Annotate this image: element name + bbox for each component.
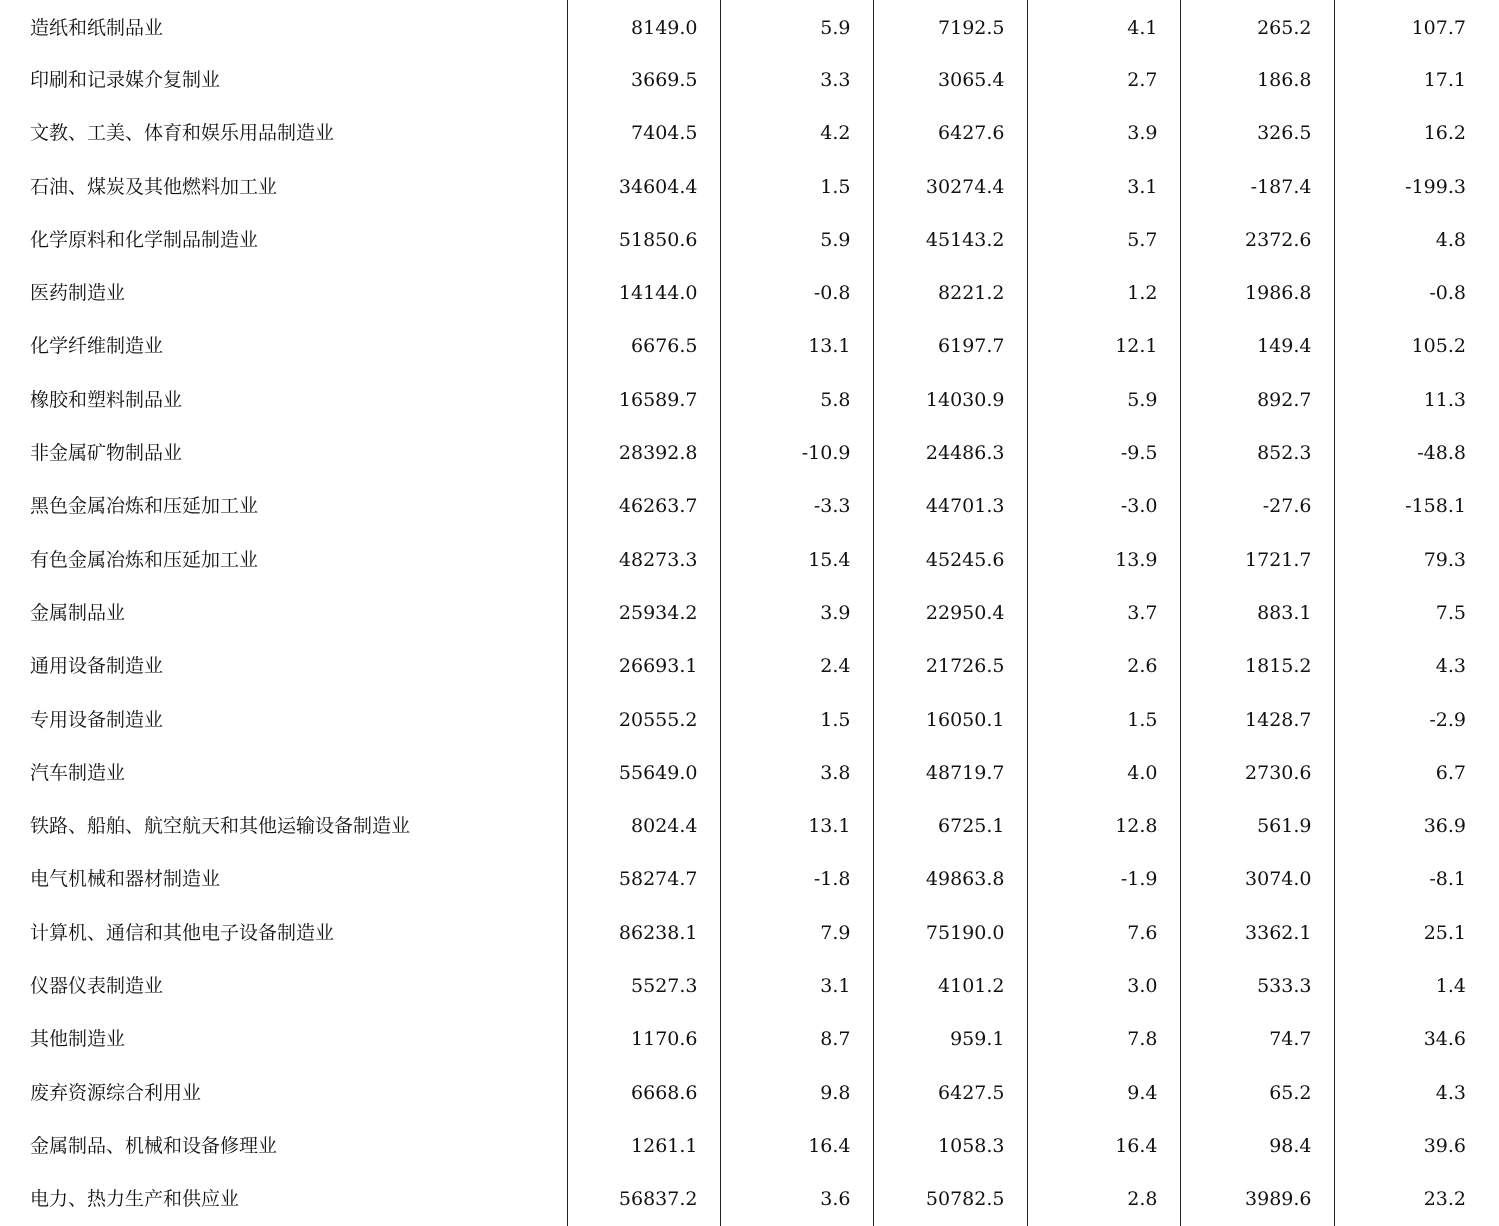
value-cell-col-2: 5.8 <box>720 373 873 426</box>
table-row <box>0 799 1499 852</box>
value-cell-col-3: 7192.5 <box>873 0 1027 53</box>
table-row <box>0 1119 1499 1172</box>
industry-name-cell: 金属制品业 <box>30 601 126 624</box>
value-cell-col-2: 2.4 <box>720 640 873 693</box>
value-cell-col-6: 107.7 <box>1334 0 1499 53</box>
table-row <box>0 373 1499 426</box>
value-cell-col-1: 58274.7 <box>567 853 720 906</box>
value-cell-col-2: 13.1 <box>720 320 873 373</box>
value-cell-col-4: 16.4 <box>1027 1119 1180 1172</box>
industry-name-cell: 文教、工美、体育和娱乐用品制造业 <box>30 122 335 145</box>
value-cell-col-3: 24486.3 <box>873 426 1027 479</box>
value-cell-col-2: 1.5 <box>720 160 873 213</box>
table-row <box>0 0 1499 53</box>
table-row <box>0 426 1499 479</box>
value-cell-col-6: 16.2 <box>1334 107 1499 160</box>
industry-name-cell: 电力、热力生产和供应业 <box>30 1188 240 1211</box>
value-cell-col-5: 1721.7 <box>1180 533 1334 586</box>
value-cell-col-5: 533.3 <box>1180 959 1334 1012</box>
industry-name-cell: 其他制造业 <box>30 1028 126 1051</box>
industry-name-cell: 医药制造业 <box>30 282 126 305</box>
value-cell-col-4: 2.8 <box>1027 1173 1180 1226</box>
value-cell-col-3: 6427.5 <box>873 1066 1027 1119</box>
value-cell-col-1: 56837.2 <box>567 1173 720 1226</box>
value-cell-col-3: 959.1 <box>873 1013 1027 1066</box>
value-cell-col-5: 1986.8 <box>1180 266 1334 319</box>
value-cell-col-6: 25.1 <box>1334 906 1499 959</box>
value-cell-col-4: 4.0 <box>1027 746 1180 799</box>
industry-name-cell: 造纸和纸制品业 <box>30 17 164 40</box>
table-row <box>0 213 1499 266</box>
value-cell-col-1: 20555.2 <box>567 693 720 746</box>
table-row <box>0 853 1499 906</box>
value-cell-col-4: 3.9 <box>1027 107 1180 160</box>
value-cell-col-6: 79.3 <box>1334 533 1499 586</box>
value-cell-col-2: 9.8 <box>720 1066 873 1119</box>
table-row <box>0 640 1499 693</box>
industry-name-cell: 汽车制造业 <box>30 761 126 784</box>
table-row <box>0 480 1499 533</box>
value-cell-col-4: 2.6 <box>1027 640 1180 693</box>
value-cell-col-2: 7.9 <box>720 906 873 959</box>
value-cell-col-3: 49863.8 <box>873 853 1027 906</box>
value-cell-col-4: -3.0 <box>1027 480 1180 533</box>
value-cell-col-1: 34604.4 <box>567 160 720 213</box>
value-cell-col-3: 50782.5 <box>873 1173 1027 1226</box>
value-cell-col-4: 3.0 <box>1027 959 1180 1012</box>
value-cell-col-1: 1261.1 <box>567 1119 720 1172</box>
table-row <box>0 533 1499 586</box>
value-cell-col-5: 326.5 <box>1180 107 1334 160</box>
value-cell-col-1: 8024.4 <box>567 799 720 852</box>
table-row <box>0 959 1499 1012</box>
industry-name-cell: 有色金属冶炼和压延加工业 <box>30 548 259 571</box>
value-cell-col-3: 22950.4 <box>873 586 1027 639</box>
value-cell-col-4: 13.9 <box>1027 533 1180 586</box>
value-cell-col-2: 16.4 <box>720 1119 873 1172</box>
table-row <box>0 906 1499 959</box>
value-cell-col-2: 5.9 <box>720 0 873 53</box>
value-cell-col-3: 48719.7 <box>873 746 1027 799</box>
value-cell-col-3: 6725.1 <box>873 799 1027 852</box>
value-cell-col-1: 86238.1 <box>567 906 720 959</box>
value-cell-col-6: 39.6 <box>1334 1119 1499 1172</box>
value-cell-col-1: 25934.2 <box>567 586 720 639</box>
industry-name-cell: 非金属矿物制品业 <box>30 442 183 465</box>
value-cell-col-4: 12.1 <box>1027 320 1180 373</box>
value-cell-col-2: 1.5 <box>720 693 873 746</box>
value-cell-col-6: 4.8 <box>1334 213 1499 266</box>
value-cell-col-6: 4.3 <box>1334 1066 1499 1119</box>
value-cell-col-5: 892.7 <box>1180 373 1334 426</box>
value-cell-col-3: 8221.2 <box>873 266 1027 319</box>
industry-name-cell: 计算机、通信和其他电子设备制造业 <box>30 921 335 944</box>
value-cell-col-6: 1.4 <box>1334 959 1499 1012</box>
value-cell-col-3: 3065.4 <box>873 53 1027 106</box>
value-cell-col-4: 3.7 <box>1027 586 1180 639</box>
value-cell-col-3: 44701.3 <box>873 480 1027 533</box>
value-cell-col-5: 149.4 <box>1180 320 1334 373</box>
value-cell-col-2: 8.7 <box>720 1013 873 1066</box>
value-cell-col-5: 265.2 <box>1180 0 1334 53</box>
industry-name-cell: 石油、煤炭及其他燃料加工业 <box>30 175 278 198</box>
value-cell-col-4: 7.6 <box>1027 906 1180 959</box>
value-cell-col-6: 4.3 <box>1334 640 1499 693</box>
industry-name-cell: 橡胶和塑料制品业 <box>30 388 183 411</box>
industry-name-cell: 铁路、船舶、航空航天和其他运输设备制造业 <box>30 815 411 838</box>
value-cell-col-3: 75190.0 <box>873 906 1027 959</box>
value-cell-col-5: 3362.1 <box>1180 906 1334 959</box>
value-cell-col-4: 7.8 <box>1027 1013 1180 1066</box>
value-cell-col-2: -10.9 <box>720 426 873 479</box>
industry-name-cell: 化学纤维制造业 <box>30 335 164 358</box>
industry-name-cell: 废弃资源综合利用业 <box>30 1081 202 1104</box>
industry-name-cell: 黑色金属冶炼和压延加工业 <box>30 495 259 518</box>
value-cell-col-1: 7404.5 <box>567 107 720 160</box>
value-cell-col-5: 2730.6 <box>1180 746 1334 799</box>
value-cell-col-6: -158.1 <box>1334 480 1499 533</box>
table-row <box>0 1066 1499 1119</box>
value-cell-col-5: 883.1 <box>1180 586 1334 639</box>
value-cell-col-5: 74.7 <box>1180 1013 1334 1066</box>
value-cell-col-4: 5.9 <box>1027 373 1180 426</box>
industry-name-cell: 电气机械和器材制造业 <box>30 868 221 891</box>
value-cell-col-5: 852.3 <box>1180 426 1334 479</box>
value-cell-col-3: 4101.2 <box>873 959 1027 1012</box>
value-cell-col-6: 11.3 <box>1334 373 1499 426</box>
value-cell-col-3: 16050.1 <box>873 693 1027 746</box>
value-cell-col-1: 6668.6 <box>567 1066 720 1119</box>
value-cell-col-1: 14144.0 <box>567 266 720 319</box>
value-cell-col-1: 48273.3 <box>567 533 720 586</box>
value-cell-col-4: 12.8 <box>1027 799 1180 852</box>
value-cell-col-5: 186.8 <box>1180 53 1334 106</box>
industry-name-cell: 专用设备制造业 <box>30 708 164 731</box>
table-row <box>0 266 1499 319</box>
value-cell-col-6: -199.3 <box>1334 160 1499 213</box>
value-cell-col-5: -187.4 <box>1180 160 1334 213</box>
value-cell-col-5: 3989.6 <box>1180 1173 1334 1226</box>
value-cell-col-1: 1170.6 <box>567 1013 720 1066</box>
value-cell-col-2: 4.2 <box>720 107 873 160</box>
industry-name-cell: 化学原料和化学制品制造业 <box>30 228 259 251</box>
value-cell-col-2: 3.3 <box>720 53 873 106</box>
value-cell-col-4: 1.5 <box>1027 693 1180 746</box>
industry-name-cell: 通用设备制造业 <box>30 655 164 678</box>
value-cell-col-3: 21726.5 <box>873 640 1027 693</box>
value-cell-col-4: 2.7 <box>1027 53 1180 106</box>
table-row <box>0 320 1499 373</box>
value-cell-col-2: 3.1 <box>720 959 873 1012</box>
value-cell-col-3: 14030.9 <box>873 373 1027 426</box>
value-cell-col-1: 3669.5 <box>567 53 720 106</box>
value-cell-col-4: 9.4 <box>1027 1066 1180 1119</box>
value-cell-col-6: -0.8 <box>1334 266 1499 319</box>
value-cell-col-1: 51850.6 <box>567 213 720 266</box>
value-cell-col-6: 7.5 <box>1334 586 1499 639</box>
value-cell-col-3: 30274.4 <box>873 160 1027 213</box>
value-cell-col-2: 3.9 <box>720 586 873 639</box>
value-cell-col-5: 2372.6 <box>1180 213 1334 266</box>
value-cell-col-2: -3.3 <box>720 480 873 533</box>
value-cell-col-4: 3.1 <box>1027 160 1180 213</box>
value-cell-col-4: 5.7 <box>1027 213 1180 266</box>
value-cell-col-5: -27.6 <box>1180 480 1334 533</box>
table-row <box>0 1013 1499 1066</box>
value-cell-col-2: 13.1 <box>720 799 873 852</box>
value-cell-col-5: 1815.2 <box>1180 640 1334 693</box>
industry-name-cell: 仪器仪表制造业 <box>30 974 164 997</box>
value-cell-col-2: 5.9 <box>720 213 873 266</box>
value-cell-col-4: 1.2 <box>1027 266 1180 319</box>
value-cell-col-1: 46263.7 <box>567 480 720 533</box>
value-cell-col-2: 3.6 <box>720 1173 873 1226</box>
table-row <box>0 160 1499 213</box>
value-cell-col-5: 98.4 <box>1180 1119 1334 1172</box>
value-cell-col-6: -2.9 <box>1334 693 1499 746</box>
value-cell-col-1: 8149.0 <box>567 0 720 53</box>
value-cell-col-5: 3074.0 <box>1180 853 1334 906</box>
value-cell-col-1: 5527.3 <box>567 959 720 1012</box>
industry-name-cell: 金属制品、机械和设备修理业 <box>30 1134 278 1157</box>
value-cell-col-4: 4.1 <box>1027 0 1180 53</box>
value-cell-col-5: 1428.7 <box>1180 693 1334 746</box>
value-cell-col-1: 16589.7 <box>567 373 720 426</box>
table-row <box>0 693 1499 746</box>
value-cell-col-3: 6427.6 <box>873 107 1027 160</box>
value-cell-col-6: 105.2 <box>1334 320 1499 373</box>
value-cell-col-6: -48.8 <box>1334 426 1499 479</box>
value-cell-col-4: -1.9 <box>1027 853 1180 906</box>
value-cell-col-6: -8.1 <box>1334 853 1499 906</box>
value-cell-col-3: 6197.7 <box>873 320 1027 373</box>
value-cell-col-5: 65.2 <box>1180 1066 1334 1119</box>
value-cell-col-3: 45245.6 <box>873 533 1027 586</box>
value-cell-col-2: 15.4 <box>720 533 873 586</box>
table-row <box>0 53 1499 106</box>
value-cell-col-1: 28392.8 <box>567 426 720 479</box>
value-cell-col-3: 45143.2 <box>873 213 1027 266</box>
table-row <box>0 586 1499 639</box>
value-cell-col-2: 3.8 <box>720 746 873 799</box>
value-cell-col-1: 26693.1 <box>567 640 720 693</box>
industry-name-cell: 印刷和记录媒介复制业 <box>30 68 221 91</box>
table-row <box>0 746 1499 799</box>
value-cell-col-5: 561.9 <box>1180 799 1334 852</box>
value-cell-col-6: 23.2 <box>1334 1173 1499 1226</box>
value-cell-col-4: -9.5 <box>1027 426 1180 479</box>
value-cell-col-2: -0.8 <box>720 266 873 319</box>
value-cell-col-6: 17.1 <box>1334 53 1499 106</box>
value-cell-col-1: 6676.5 <box>567 320 720 373</box>
value-cell-col-6: 34.6 <box>1334 1013 1499 1066</box>
table-row <box>0 1173 1499 1226</box>
value-cell-col-2: -1.8 <box>720 853 873 906</box>
value-cell-col-1: 55649.0 <box>567 746 720 799</box>
value-cell-col-6: 36.9 <box>1334 799 1499 852</box>
value-cell-col-6: 6.7 <box>1334 746 1499 799</box>
table-row <box>0 107 1499 160</box>
value-cell-col-3: 1058.3 <box>873 1119 1027 1172</box>
